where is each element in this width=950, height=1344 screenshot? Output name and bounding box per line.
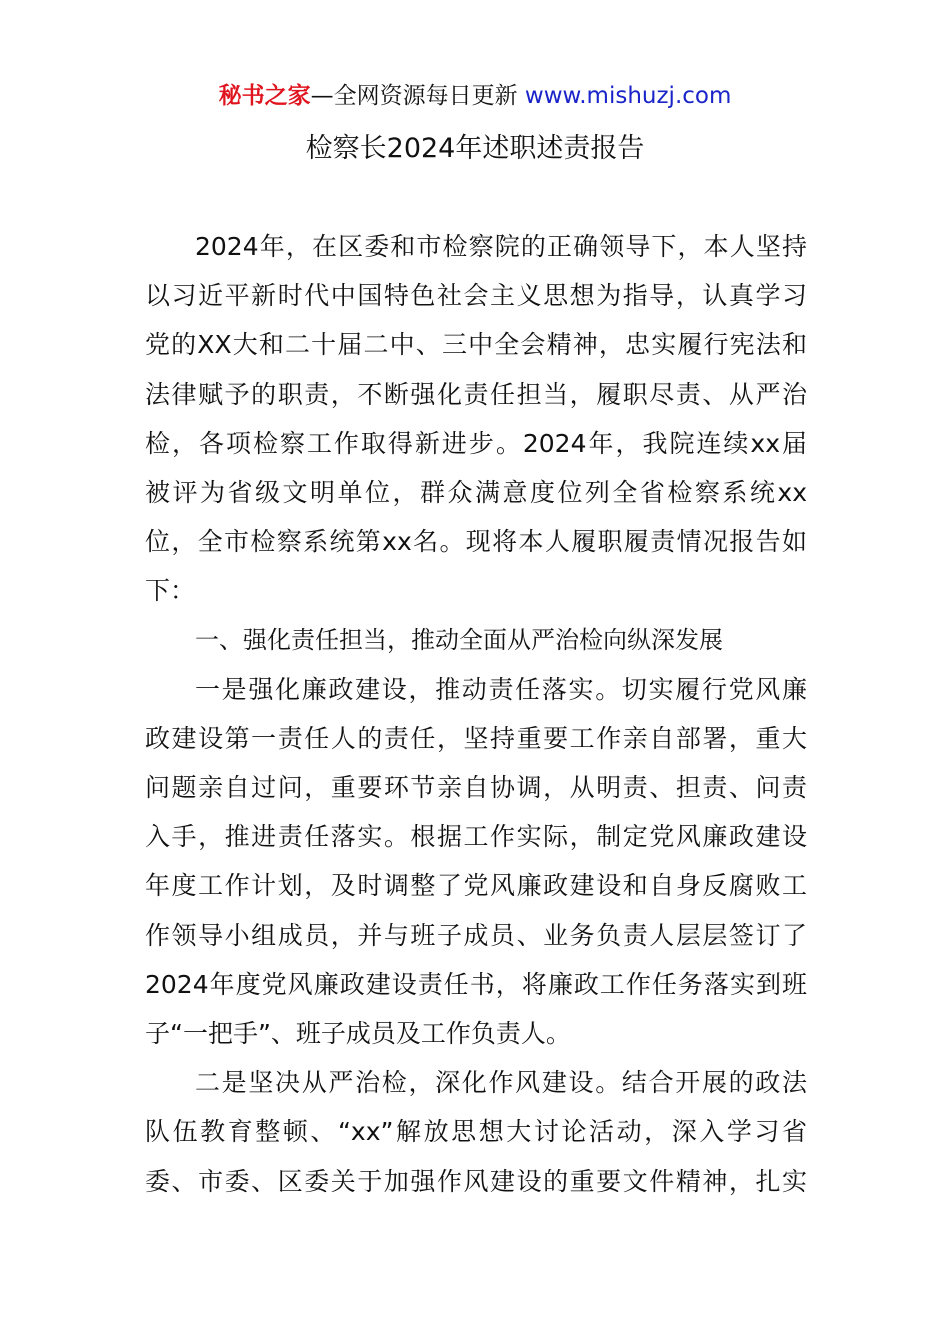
site-brand: 秘书之家	[218, 83, 311, 109]
document-title: 检察长2024年述职述责报告	[305, 133, 645, 164]
paragraph-line: 2024年，在区委和市检察院的正确领导下，本人坚持	[195, 232, 807, 261]
paragraph-line: 作领导小组成员，并与班子成员、业务负责人层层签订了	[145, 920, 807, 950]
paragraph-line: 位，全市检察系统第xx名。现将本人履职履责情况报告如	[145, 527, 807, 557]
paragraph-line: 问题亲自过问，重要环节亲自协调，从明责、担责、问责	[145, 773, 807, 803]
section-heading: 一、强化责任担当，推动全面从严治检向纵深发展	[195, 625, 723, 654]
paragraph-line: 下：	[145, 576, 196, 606]
paragraph-line: 一是强化廉政建设，推动责任落实。切实履行党风廉	[195, 674, 807, 704]
paragraph-line: 年度工作计划，及时调整了党风廉政建设和自身反腐败工	[145, 871, 807, 901]
site-header	[0, 80, 950, 112]
paragraph-line: 被评为省级文明单位，群众满意度位列全省检察系统xx	[145, 477, 807, 507]
paragraph-line: 子“一把手”、班子成员及工作负责人。	[145, 1019, 571, 1048]
paragraph-line: 入手，推进责任落实。根据工作实际，制定党风廉政建设	[145, 822, 807, 852]
paragraph-line: 检，各项检察工作取得新进步。2024年，我院连续xx届	[145, 428, 807, 458]
paragraph-line: 党的XX大和二十届二中、三中全会精神，忠实履行宪法和	[145, 330, 807, 360]
paragraph-line: 队伍教育整顿、“xx”解放思想大讨论活动，深入学习省	[145, 1117, 807, 1147]
paragraph-line: 法律赋予的职责，不断强化责任担当，履职尽责、从严治	[145, 379, 807, 409]
paragraph-line: 政建设第一责任人的责任，坚持重要工作亲自部署，重大	[145, 723, 807, 753]
document-body	[145, 222, 807, 1206]
paragraph-line: 二是坚决从严治检，深化作风建设。结合开展的政法	[195, 1068, 807, 1098]
site-url-link[interactable]: www.mishuzj.com	[524, 83, 732, 109]
paragraph-line: 2024年度党风廉政建设责任书，将廉政工作任务落实到班	[145, 969, 807, 999]
site-tagline: —全网资源每日更新	[310, 83, 525, 109]
paragraph-line: 委、市委、区委关于加强作风建设的重要文件精神，扎实	[145, 1166, 807, 1196]
paragraph-line: 以习近平新时代中国特色社会主义思想为指导，认真学习	[145, 281, 807, 311]
